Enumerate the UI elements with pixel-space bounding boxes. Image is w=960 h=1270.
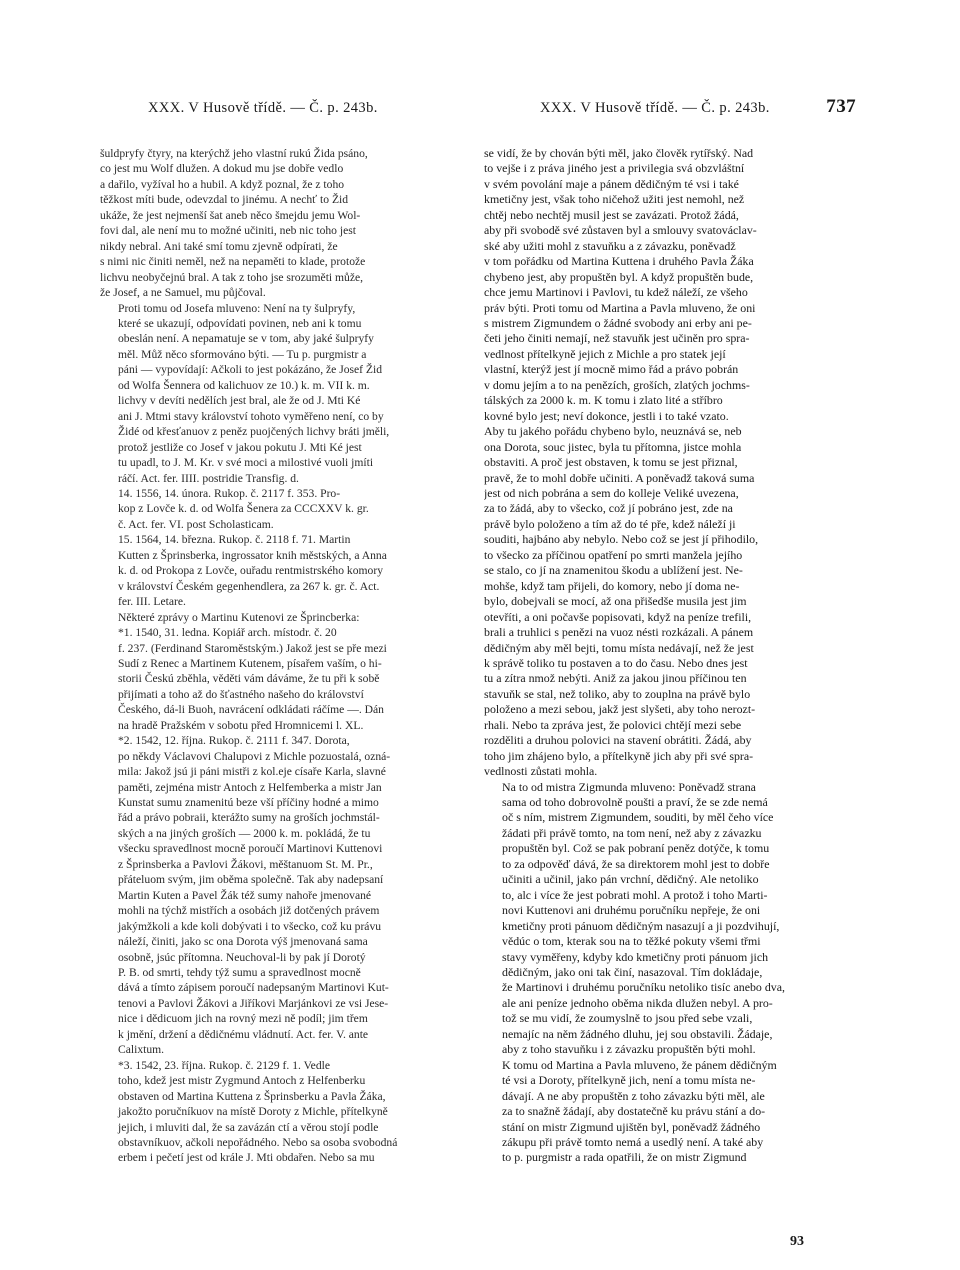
text-line: obstavníkuov, ačkoli nepořádného. Nebo sa osoba svobodná [118, 1136, 398, 1149]
text-line: P. B. od smrti, tehdy týž sumu a spravedlnost mocně [118, 966, 361, 980]
paragraph [100, 146, 470, 301]
text-line: Kunstat sumu znamenitú beze vší příčiny hodné a mimo [118, 796, 379, 810]
text-line: jakožto poručníkuov na místě Doroty z Michle, přítelkyně [118, 1105, 388, 1119]
text-line: všecku spravedlnost mocně poroučí Martinovi Kuttenovi [118, 842, 383, 856]
text-line: fovi dal, ale není mu to možné učiniti, neb nic toho jest [100, 224, 356, 238]
text-line: bylo, dobejvali se mocí, až ona přišedše musila jest jim [484, 594, 747, 609]
text-line: pravě, že to mohl dobře učiniti. A poněvadž taková suma [484, 470, 755, 485]
text-line: právě bylo položeno a tím až do té pře, kdež náleží ji [484, 516, 736, 531]
text-line: co jest mu Wolf dlužen. A dokud mu jse dobře vedlo [100, 162, 344, 176]
text-line: chybeno jest, aby propuštěn byl. A když propuštěn bude, [484, 269, 754, 284]
text-line: za to snažně žádají, aby dostatečně ku právu stání a do- [502, 1104, 766, 1119]
text-line: tož se mu vidí, že zoumyslně to jsou před sebe vzali, [502, 1011, 753, 1026]
text-line: to, alc i více že jest pobrati mohl. A protož i toho Marti- [502, 887, 768, 902]
text-line: lichvy v devíti nedělích jest bral, ale že od J. Mti Ké [118, 394, 361, 408]
text-line: paměti, zejména mistr Antoch z Helfemberka a mistr Jan [118, 780, 382, 794]
running-header-left: XXX. V Husově třídě. — Č. p. 243b. [148, 100, 378, 116]
text-line: rozděliti a druhou polovici na stavení obrátiti. Žádá, aby [484, 733, 752, 748]
text-line: dědičným aby měl bejti, tomu místa nedávají, než že jest [484, 640, 754, 655]
text-line: po někdy Václavovi Chalupovi z Michle pozuostalá, ozná- [118, 749, 391, 763]
text-line: Martin Kuten a Pavel Žák též sumy nahoře jmenované [118, 888, 372, 902]
text-line: aby z toho stavuňku i z závazku propuštěn býti mohl. [502, 1042, 756, 1057]
text-line: fer. III. Letare. [118, 595, 186, 609]
text-line: z Šprinsberka a Pavlovi Žákovi, měštanuom St. M. Pr., [118, 857, 373, 871]
text-line: se stalo, co jí na znamenitou škodu a ublížení jest. Ne- [484, 563, 743, 578]
text-line: obstaviti. A proč jest obstaven, k tomu se jest přiznal, [484, 455, 738, 470]
text-line: obeslán není. A nepamatuje se v tom, aby jaké šulpryfy [118, 332, 374, 346]
text-line: řád a právo pobraii, kterážto sumy na groších jochmstál- [118, 811, 380, 825]
text-line: ale ani peníze jednoho oběma nikda dlužen nebyl. A pro- [502, 995, 773, 1010]
text-line: Českého, dá-li Buoh, navrácení odkládati ráčíme —. Dán [118, 703, 384, 717]
text-line: práv býti. Proti tomu od Martina a Pavla mluveno, že oni [484, 300, 756, 315]
text-line: stavuňk se stal, než toliko, aby to zouplna na právě bylo [484, 686, 751, 701]
text-line: Aby tu jakého pořádu chybeno bylo, neuznává se, neb [484, 424, 742, 439]
text-line: novi Kuttenovi ani druhému poručníku nepřeje, že oni [502, 903, 761, 918]
paragraph [100, 1058, 470, 1166]
text-line: č. Act. fer. VI. post Scholasticam. [118, 517, 274, 531]
text-line: s nimi nic činiti neměl, než na nepaměti to klade, protože [100, 255, 366, 269]
text-line: ských a na jiných groších — 2000 k. m. pokládá, že tu [118, 826, 371, 840]
text-line: f. 237. (Ferdinand Staroměstským.) Jakož jest se pře mezi [118, 641, 387, 655]
text-line: páni — vypovídají: Ačkoli to jest pokázáno, že Josef Žid [118, 363, 383, 377]
text-line: učiniti a učinil, jako pán vrchní, dědičný. Ale netoliko [502, 872, 759, 887]
text-line: tu a zítra nmož nebýti. Aniž za jakou jinou příčinou ten [484, 671, 747, 686]
text-line: v svém povolání maje a pánem dědičným té vsi i také [484, 176, 739, 191]
text-line: to vejše i z práva jiného jest a privilegia svá obzvláštní [484, 161, 745, 176]
text-line: které se ukazují, odpovídati povinen, neb ani k tomu [118, 316, 362, 330]
text-line: vlastní, kterýž jest jí mocně mimo řád a právo pobrán [484, 362, 739, 377]
text-line: ukáže, že jest nejmenší šat aneb něco šmejdu jemu Wol- [100, 208, 361, 222]
text-line: erbem i pečetí jest od krále J. Mti obdařen. Nebo sa mu [118, 1151, 375, 1165]
text-line: kmetičny jest, však toho ničehož užiti jest nemohl, než [484, 192, 745, 207]
text-line: té vsi a Doroty, přítelkyně jich, není a tomu místa ne- [502, 1073, 756, 1088]
text-line: mohše, když tam přijeli, do komory, nebo jí doma ne- [484, 578, 740, 593]
text-line: storii Českú zběhla, věděti vám dáváme, že tu při k sobě [118, 672, 380, 686]
right-text-column [484, 146, 858, 1166]
text-line: mila: Jakož jsú ji páni mistři z kol.eje císaře Karla, slavné [118, 765, 386, 779]
text-line: kmetičny proti pánuom dědičným nasazují a ji pozdvihují, [502, 918, 780, 933]
text-line: nikdy nebral. Ani také smí tomu zjevně odpírati, že [100, 239, 338, 253]
text-line: měl. Můž něco sformováno býti. — Tu p. purgmistr a [118, 347, 367, 361]
text-line: oč s ním, mistrem Zigmundem, souditi, by měl čeho více [502, 810, 774, 825]
text-line: mohli na týchž mistřích a osobách již dotčených právem [118, 904, 380, 918]
text-line: to za odpověď dává, že sa direktorem mohl jest to dobře [502, 856, 770, 871]
text-line: ani J. Mtmi stavy království tohoto vyměřeno není, co by [118, 409, 384, 423]
text-line: tu upadl, to J. M. Kr. v své moci a milostivé vuoli jmíti [118, 456, 374, 470]
text-line: tenovi a Pavlovi Žákovi a Jiříkovi Marjánkovi ze vsi Jese- [118, 996, 389, 1010]
text-line: dědičným, jako oni tak činí, nasazoval. Tím dokládaje, [502, 965, 763, 980]
text-line: propuštěn byl. Což se pak pobraní peněz dotýče, k tomu [502, 841, 770, 856]
text-line: ráčí. Act. fer. IIII. postridie Transfig. d. [118, 471, 299, 485]
text-line: kop z Lovče k. d. od Wolfa Šenera za CCCXXV k. gr. [118, 502, 369, 516]
text-line: kovné bylo jest; neví dokonce, jestli i to také vzato. [484, 408, 729, 423]
text-line: v domu jejím a to na penězích, groších, zlatých jochms- [484, 377, 750, 392]
left-text-column [100, 146, 470, 1166]
text-line: na hradě Pražském v sobotu před Hromnicemi l. XL. [118, 718, 364, 732]
text-line: dává a tímto zápisem poroučí nadepsaným Martinovi Kut- [118, 981, 389, 995]
text-line: přáteluom svým, jim oběma společně. Tak aby nadepsaní [118, 873, 384, 887]
text-line: *3. 1542, 23. října. Rukop. č. 2129 f. 1. Vedle [118, 1058, 330, 1072]
text-line: *2. 1542, 12. října. Rukop. č. 2111 f. 347. Dorota, [118, 734, 350, 748]
text-line: brali a truhlici s penězi na vuoz nésti rozkázali. A pánem [484, 625, 754, 640]
text-line: Calixtum. [118, 1043, 165, 1057]
text-line: Kutten z Šprinsberka, ingrossator knih městských, a Anna [118, 548, 387, 562]
text-line: 14. 1556, 14. února. Rukop. č. 2117 f. 353. Pro- [118, 486, 341, 500]
text-line: a dařilo, vyžíval ho a hubil. A když poznal, že z toho [100, 177, 345, 191]
text-line: nice i dědicuom jich na rovný mezi ně podíl; jim třem [118, 1012, 368, 1026]
paragraph [100, 733, 470, 1058]
text-line: Sudí z Renec a Martinem Kutenem, písařem vaším, o hi- [118, 656, 382, 670]
text-line: vědúc o tom, kterak sou na to těžké pokuty všemi třmi [502, 934, 761, 949]
paragraph [100, 532, 470, 609]
text-line: vedlnosti zůstati mohla. [484, 764, 598, 779]
text-line: se vidí, že by chován býti měl, jako člověk rytířský. Nad [484, 146, 754, 160]
text-line: toho jim zhájeno bylo, a přítelkyně jich aby při své spra- [484, 748, 754, 763]
text-line: aby při svobodě své zůstaven byl a smlouvy svatováclav- [484, 223, 757, 238]
text-line: zákupu při právě tomto nemá a usedlý není. A také aby [502, 1135, 764, 1149]
text-line: chtěj nebo nechtěj musil jest se zavázati. Protož žádá, [484, 207, 739, 222]
text-line: k jmění, držení a dědičnému vládnutí. Act. fer. V. ante [118, 1027, 369, 1041]
text-line: Některé zprávy o Martinu Kutenovi ze Šprincberka: [118, 610, 360, 624]
text-line: vedlnost přítelkyně jejich z Michle a pro statek její [484, 346, 726, 361]
text-line: v království Českém gegenhendlera, za 267 k. gr. č. Act. [118, 579, 380, 593]
text-line: stavy vyměřeny, kdyby kdo kmetičny proti pánuom jich [502, 949, 769, 964]
text-line: Na to od mistra Zigmunda mluveno: Poněvadž strana [502, 779, 756, 794]
text-line: toho, kdež jest mistr Zygmund Antoch z Helfenberku [118, 1074, 366, 1088]
text-line: náleží, činiti, jako sc ona Dorota výš jmenovaná sama [118, 935, 368, 949]
text-line: žádati při právě tomto, na tom není, než aby z závazku [502, 825, 762, 840]
paragraph [100, 486, 470, 532]
text-line: dávají. A ne aby propuštěn z toho závazku býti měl, ale [502, 1088, 765, 1103]
text-line: ské aby užiti mohl z stavuňku a z závazku, poněvadž [484, 238, 736, 253]
text-line: chce jemu Martinovi i Pavlovi, tu kdež náleží, ze všeho [484, 285, 748, 300]
paragraph [484, 780, 858, 1166]
text-line: že Martinovi i druhému poručníku netoliko tisíc anebo dva, [502, 980, 785, 995]
text-line: od Wolfa Šennera od kalichuov ze 10.) k. m. VII k. m. [118, 378, 370, 392]
text-line: stání on mistr Zigmund ujištěn byl, poněvadž žádného [502, 1119, 761, 1134]
running-header [100, 96, 856, 122]
paragraph [484, 146, 858, 780]
page-number: 737 [826, 96, 856, 117]
text-line: šuldpryfy čtyry, na kterýchž jeho vlastní rukú Žida psáno, [100, 147, 368, 160]
paragraph [100, 610, 470, 734]
text-line: *1. 1540, 31. ledna. Kopiář arch. místodr. č. 20 [118, 626, 337, 640]
paragraph [100, 301, 470, 486]
text-line: jejich, i mluviti dal, že sa zavázán ctí a věrou stojí podle [118, 1120, 379, 1134]
text-line: sama od toho dobrovolně poušti a praví, že se zde nemá [502, 795, 768, 810]
text-line: souditi, hajbáno aby nebylo. Nebo což se jest jí přihodilo, [484, 532, 759, 547]
text-line: obstaven od Martina Kuttena z Šprinsberku a Pavla Žáka, [118, 1089, 386, 1103]
text-line: k. d. od Prokopa z Lovče, ouřadu rentmistrského komory [118, 564, 383, 578]
text-line: přijímati a toho až do šťastného našeho do království [118, 687, 364, 701]
text-line: nemajíc na něm žádného dluhu, jej sou obstavili. Žádaje, [502, 1026, 773, 1041]
text-line: jakýmžkoli a kde koli dobývati i to všecko, což ku právu [118, 919, 382, 933]
text-line: rhali. Nebo ta zpráva jest, že polovici chtějí mezi sebe [484, 717, 742, 732]
text-line: Židé od křesťanuov z peněz puojčených lichvy bráti jměli, [118, 425, 390, 439]
running-header-center: XXX. V Husově třídě. — Č. p. 243b. [540, 100, 770, 116]
text-line: K tomu od Martina a Pavla mluveno, že pánem dědičným [502, 1057, 777, 1072]
text-line: k správě toliko tu postaven a to do času. Nebo dnes jest [484, 655, 748, 670]
text-line: ona Dorota, souc jistec, byla tu přítomna, jistce mohla [484, 439, 742, 454]
text-line: četi jeho činiti nemají, než stavuňk jest učiněn pro spra- [484, 331, 750, 346]
text-line: že Josef, a ne Samuel, mu půjčoval. [100, 286, 266, 300]
text-line: v tom pořádku od Martina Kuttena i druhého Pavla Žáka [484, 254, 754, 269]
text-line: položeno a mezi sebou, jakž jest slyšeti, aby toho nerozt- [484, 702, 756, 717]
text-line: jest od nich pobrána a sem do kolleje Veliké uvezena, [484, 485, 739, 500]
text-line: těžkost míti bude, odevzdal to jinému. A nechť to Žid [100, 193, 349, 207]
text-line: 15. 1564, 14. března. Rukop. č. 2118 f. 71. Martin [118, 533, 351, 547]
text-line: otevříti, a oni počavše popisovati, když na peníze trefili, [484, 609, 752, 624]
text-line: to všecko za příčinou opatření po smrti manžela jejího [484, 547, 743, 562]
text-line: za to žádá, aby to všecko, což jí pobráno jest, zde na [484, 501, 733, 516]
text-line: to p. purgmistr a rada opatřili, že on mistr Zigmund [502, 1150, 747, 1165]
signature-mark: 93 [790, 1234, 804, 1249]
text-line: osobně, jsúc přítomna. Neuchoval-li by pak jí Dorotý [118, 950, 366, 964]
text-line: s mistrem Zigmundem o žádné svobody ani erby ani pe- [484, 315, 752, 330]
text-line: protož jestliže co Josef v jakou pokutu J. Mti Ké jest [118, 440, 362, 454]
text-line: tálských za 2000 k. m. K tomu i zlato lité a stříbro [484, 393, 723, 408]
text-line: lichvu neobyčejnú bral. A tak z toho jse srozuměti může, [100, 270, 364, 284]
text-line: Proti tomu od Josefa mluveno: Není na ty šulpryfy, [118, 301, 356, 315]
